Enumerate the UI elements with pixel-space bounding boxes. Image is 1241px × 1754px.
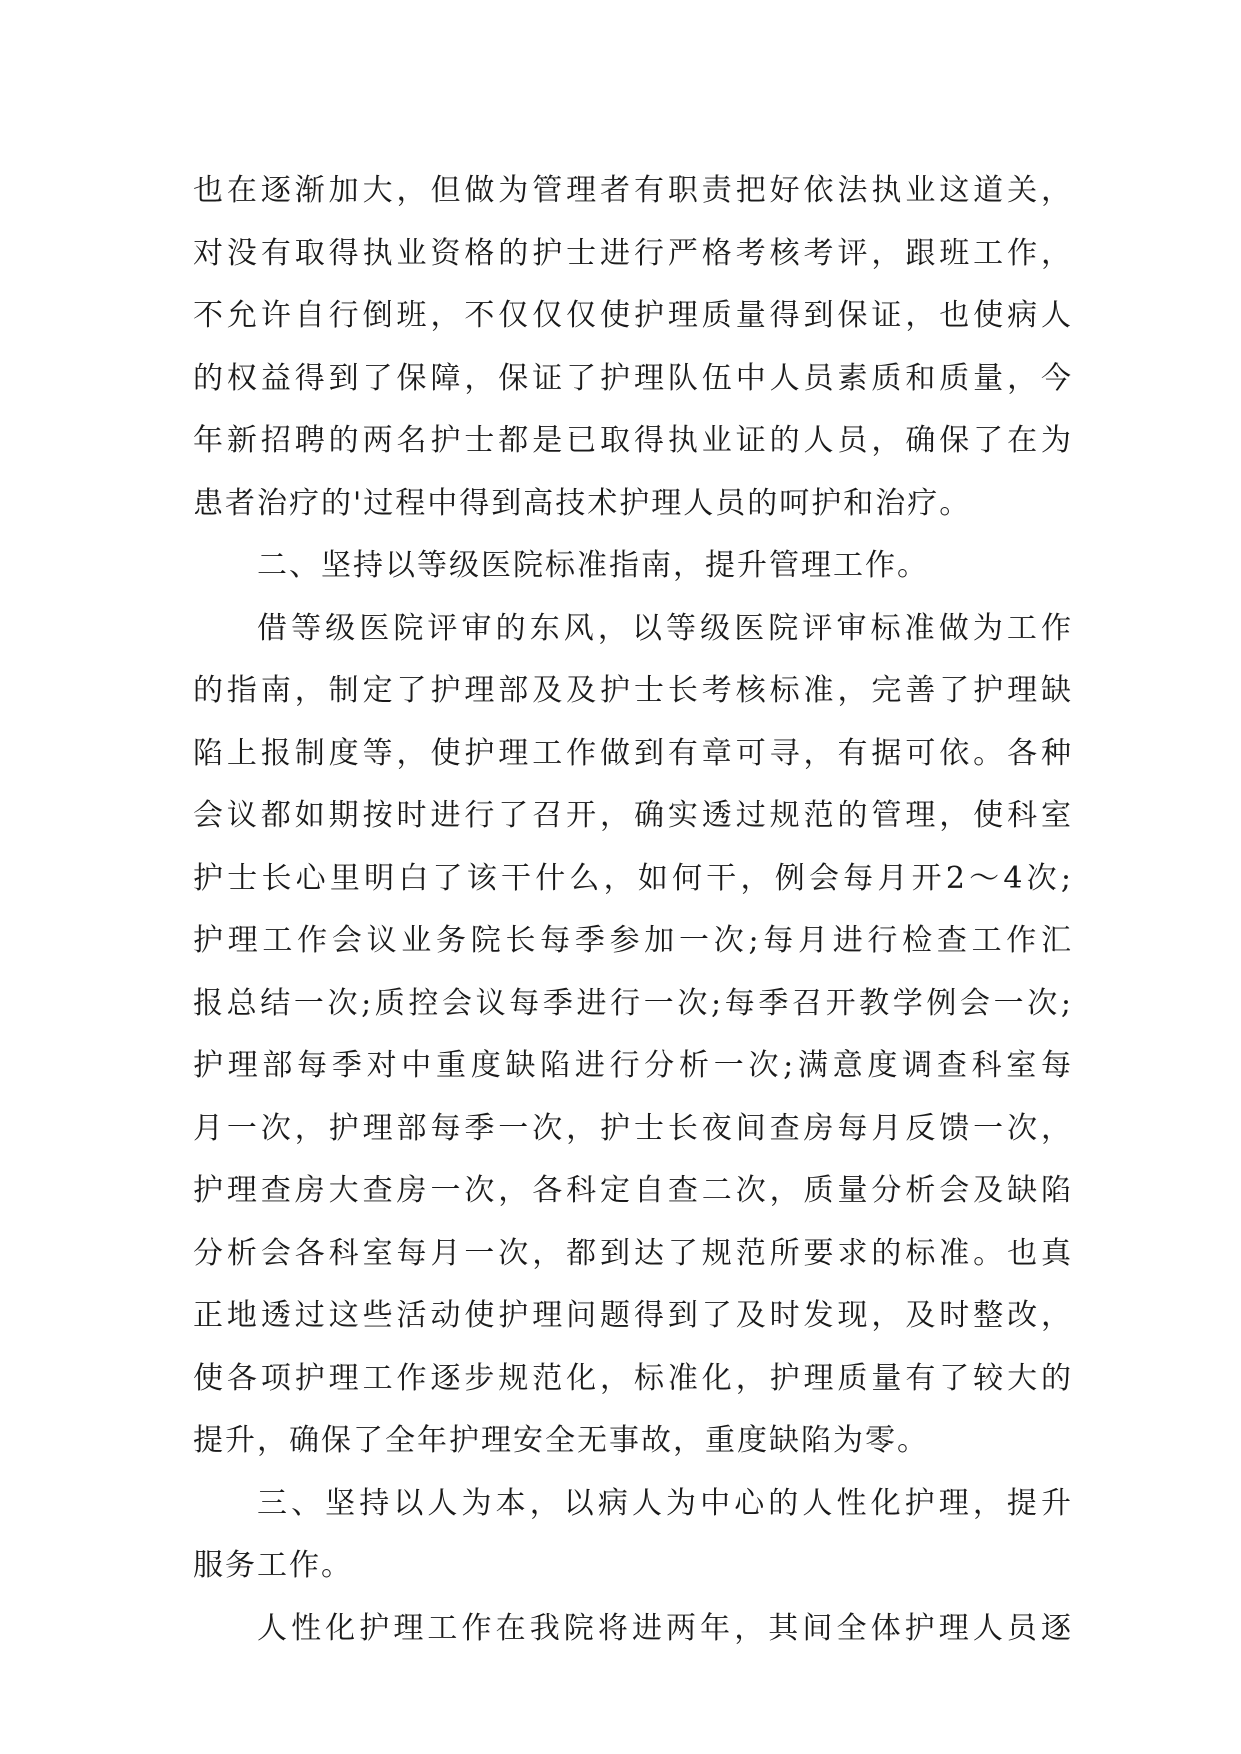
text-line: 对没有取得执业资格的护士进行严格考核考评，跟班工作， — [193, 235, 1073, 271]
text-line: 护理工作会议业务院长每季参加一次;每月进行检查工作汇 — [193, 923, 1073, 958]
text-line: 使各项护理工作逐步规范化，标准化，护理质量有了较大的 — [193, 1360, 1073, 1396]
text-line: 护士长心里明白了该干什么，如何干，例会每月开2～4次; — [193, 860, 1073, 896]
text-line: 护理部每季对中重度缺陷进行分析一次;满意度调查科室每 — [193, 1048, 1073, 1083]
section-heading: 三、坚持以人为本，以病人为中心的人性化护理，提升 — [257, 1485, 1073, 1521]
text-line: 月一次，护理部每季一次，护士长夜间查房每月反馈一次， — [193, 1110, 1073, 1146]
text-line: 的权益得到了保障，保证了护理队伍中人员素质和质量，今 — [193, 360, 1073, 396]
text-line: 人性化护理工作在我院将进两年，其间全体护理人员逐 — [257, 1610, 1073, 1646]
section-heading: 二、坚持以等级医院标准指南，提升管理工作。 — [257, 548, 929, 583]
text-line: 分析会各科室每月一次，都到达了规范所要求的标准。也真 — [193, 1235, 1073, 1271]
text-line: 护理查房大查房一次，各科定自查二次，质量分析会及缺陷 — [193, 1173, 1073, 1208]
text-line: 报总结一次;质控会议每季进行一次;每季召开教学例会一次; — [193, 985, 1073, 1021]
text-line: 患者治疗的'过程中得到高技术护理人员的呵护和治疗。 — [193, 485, 972, 521]
text-line: 年新招聘的两名护士都是已取得执业证的人员，确保了在为 — [193, 423, 1073, 458]
text-line: 的指南，制定了护理部及及护士长考核标准，完善了护理缺 — [193, 673, 1073, 708]
text-line: 提升，确保了全年护理安全无事故，重度缺陷为零。 — [193, 1423, 929, 1458]
text-line: 会议都如期按时进行了召开，确实透过规范的管理，使科室 — [193, 798, 1073, 833]
text-line: 陷上报制度等，使护理工作做到有章可寻，有据可依。各种 — [193, 735, 1073, 771]
section-heading-continued: 服务工作。 — [193, 1548, 353, 1583]
text-line: 不允许自行倒班，不仅仅仅使护理质量得到保证，也使病人 — [193, 298, 1073, 333]
text-line: 正地透过这些活动使护理问题得到了及时发现，及时整改， — [193, 1298, 1073, 1333]
text-line: 也在逐渐加大，但做为管理者有职责把好依法执业这道关， — [193, 173, 1073, 208]
document-body — [193, 160, 1073, 1660]
text-line: 借等级医院评审的东风，以等级医院评审标准做为工作 — [257, 610, 1073, 646]
